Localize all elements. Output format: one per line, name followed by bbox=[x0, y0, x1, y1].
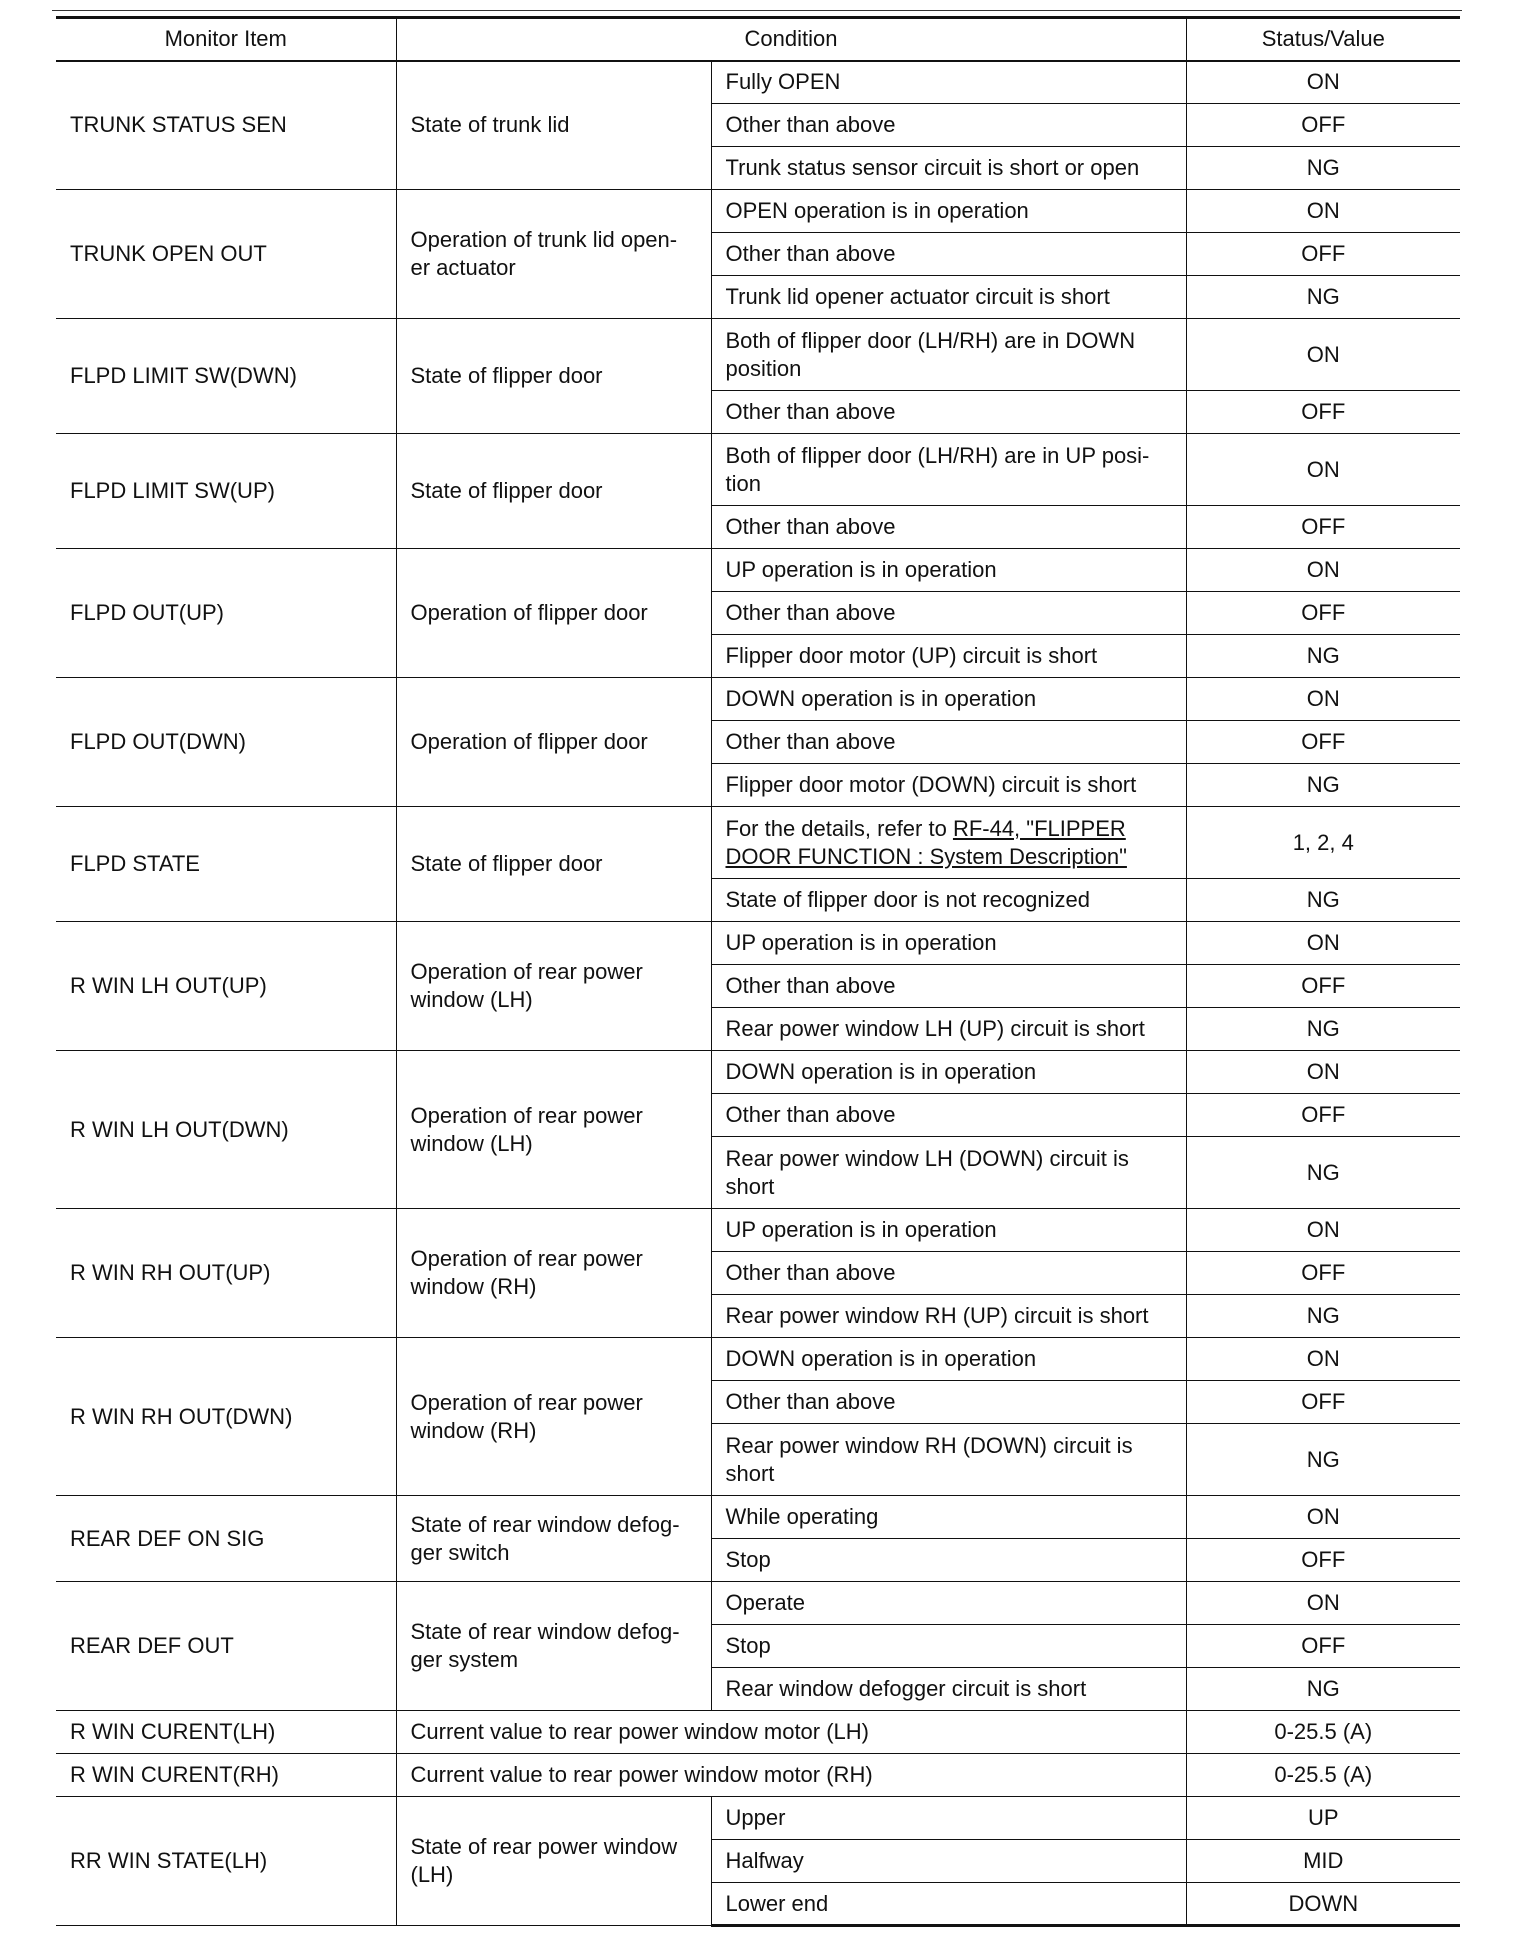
condition: State of flipper door bbox=[396, 434, 711, 549]
table-row bbox=[56, 319, 1460, 391]
condition-detail: Both of flipper door (LH/RH) are in DOWN position bbox=[711, 319, 1186, 391]
monitor-item: REAR DEF ON SIG bbox=[56, 1496, 396, 1582]
status-value: 0-25.5 (A) bbox=[1186, 1711, 1460, 1754]
table-row bbox=[56, 1711, 1460, 1754]
status-value: ON bbox=[1186, 1051, 1460, 1094]
status-value: OFF bbox=[1186, 1252, 1460, 1295]
status-value: 1, 2, 4 bbox=[1186, 807, 1460, 879]
status-value: NG bbox=[1186, 879, 1460, 922]
condition-detail: Rear power window LH (UP) circuit is short bbox=[711, 1008, 1186, 1051]
condition: State of rear window defog-ger switch bbox=[396, 1496, 711, 1582]
status-value: ON bbox=[1186, 1496, 1460, 1539]
reference-link[interactable]: RF-44, "FLIPPER DOOR FUNCTION : System Description" bbox=[725, 815, 1127, 869]
condition-detail: Upper bbox=[711, 1797, 1186, 1840]
condition: State of rear power window (LH) bbox=[396, 1797, 711, 1926]
reference-text: For the details, refer to bbox=[725, 815, 953, 841]
table-header-row bbox=[56, 18, 1460, 61]
header-status-value: Status/Value bbox=[1186, 18, 1460, 61]
condition-detail: Rear power window RH (UP) circuit is short bbox=[711, 1295, 1186, 1338]
table-row bbox=[56, 1582, 1460, 1625]
condition-detail: Other than above bbox=[711, 592, 1186, 635]
condition-detail: DOWN operation is in operation bbox=[711, 1338, 1186, 1381]
table-row bbox=[56, 434, 1460, 506]
condition: State of rear window defog-ger system bbox=[396, 1582, 711, 1711]
condition-detail: UP operation is in operation bbox=[711, 922, 1186, 965]
status-value: MID bbox=[1186, 1840, 1460, 1883]
condition-detail: While operating bbox=[711, 1496, 1186, 1539]
status-value: OFF bbox=[1186, 104, 1460, 147]
status-value: NG bbox=[1186, 1008, 1460, 1051]
status-value: NG bbox=[1186, 147, 1460, 190]
monitor-item: FLPD STATE bbox=[56, 807, 396, 922]
status-value: NG bbox=[1186, 1295, 1460, 1338]
condition-detail: Rear power window RH (DOWN) circuit is short bbox=[711, 1424, 1186, 1496]
monitor-item: R WIN CURENT(LH) bbox=[56, 1711, 396, 1754]
status-value: OFF bbox=[1186, 1625, 1460, 1668]
monitor-item: R WIN RH OUT(DWN) bbox=[56, 1338, 396, 1496]
monitor-item: FLPD LIMIT SW(DWN) bbox=[56, 319, 396, 434]
condition-detail: State of flipper door is not recognized bbox=[711, 879, 1186, 922]
condition-detail: Stop bbox=[711, 1539, 1186, 1582]
condition-detail: Both of flipper door (LH/RH) are in UP posi-tion bbox=[711, 434, 1186, 506]
condition-detail: Flipper door motor (UP) circuit is short bbox=[711, 635, 1186, 678]
condition: Current value to rear power window motor (LH) bbox=[396, 1711, 1186, 1754]
table-row bbox=[56, 549, 1460, 592]
condition-detail: Trunk status sensor circuit is short or open bbox=[711, 147, 1186, 190]
condition-detail: Other than above bbox=[711, 1252, 1186, 1295]
monitor-item: FLPD OUT(UP) bbox=[56, 549, 396, 678]
condition: Operation of rear power window (LH) bbox=[396, 1051, 711, 1209]
condition-detail: Other than above bbox=[711, 721, 1186, 764]
status-value: ON bbox=[1186, 319, 1460, 391]
condition-detail: Halfway bbox=[711, 1840, 1186, 1883]
status-value: ON bbox=[1186, 922, 1460, 965]
table-row bbox=[56, 807, 1460, 879]
monitor-item: R WIN CURENT(RH) bbox=[56, 1754, 396, 1797]
condition: Operation of flipper door bbox=[396, 549, 711, 678]
monitor-item: TRUNK OPEN OUT bbox=[56, 190, 396, 319]
monitor-item: TRUNK STATUS SEN bbox=[56, 61, 396, 190]
status-value: NG bbox=[1186, 1668, 1460, 1711]
status-value: DOWN bbox=[1186, 1883, 1460, 1926]
condition-detail bbox=[711, 807, 1186, 879]
table-row bbox=[56, 1209, 1460, 1252]
status-value: OFF bbox=[1186, 233, 1460, 276]
status-value: ON bbox=[1186, 1338, 1460, 1381]
condition: Operation of flipper door bbox=[396, 678, 711, 807]
condition-detail: Other than above bbox=[711, 233, 1186, 276]
condition: Operation of rear power window (RH) bbox=[396, 1209, 711, 1338]
status-value: OFF bbox=[1186, 1381, 1460, 1424]
table-row bbox=[56, 922, 1460, 965]
status-value: ON bbox=[1186, 1582, 1460, 1625]
condition-detail: OPEN operation is in operation bbox=[711, 190, 1186, 233]
status-value: OFF bbox=[1186, 391, 1460, 434]
table-row bbox=[56, 1051, 1460, 1094]
status-value: ON bbox=[1186, 678, 1460, 721]
condition-detail: Lower end bbox=[711, 1883, 1186, 1926]
monitor-item: R WIN LH OUT(DWN) bbox=[56, 1051, 396, 1209]
status-value: NG bbox=[1186, 635, 1460, 678]
condition-detail: Other than above bbox=[711, 1094, 1186, 1137]
condition-detail: Operate bbox=[711, 1582, 1186, 1625]
condition-detail: Other than above bbox=[711, 965, 1186, 1008]
condition-detail: Other than above bbox=[711, 1381, 1186, 1424]
status-value: OFF bbox=[1186, 721, 1460, 764]
condition-detail: UP operation is in operation bbox=[711, 1209, 1186, 1252]
status-value: OFF bbox=[1186, 965, 1460, 1008]
monitor-item: FLPD LIMIT SW(UP) bbox=[56, 434, 396, 549]
table-row bbox=[56, 1496, 1460, 1539]
monitor-item: FLPD OUT(DWN) bbox=[56, 678, 396, 807]
status-value: OFF bbox=[1186, 1094, 1460, 1137]
status-value: OFF bbox=[1186, 1539, 1460, 1582]
header-condition: Condition bbox=[396, 18, 1186, 61]
condition: State of flipper door bbox=[396, 807, 711, 922]
status-value: OFF bbox=[1186, 506, 1460, 549]
condition: Current value to rear power window motor (RH) bbox=[396, 1754, 1186, 1797]
monitor-item: RR WIN STATE(LH) bbox=[56, 1797, 396, 1926]
condition: State of flipper door bbox=[396, 319, 711, 434]
status-value: UP bbox=[1186, 1797, 1460, 1840]
table-row bbox=[56, 61, 1460, 104]
condition-detail: DOWN operation is in operation bbox=[711, 678, 1186, 721]
status-value: ON bbox=[1186, 434, 1460, 506]
condition-detail: DOWN operation is in operation bbox=[711, 1051, 1186, 1094]
condition: Operation of rear power window (LH) bbox=[396, 922, 711, 1051]
condition-detail: Rear power window LH (DOWN) circuit is short bbox=[711, 1137, 1186, 1209]
condition-detail: Trunk lid opener actuator circuit is short bbox=[711, 276, 1186, 319]
status-value: ON bbox=[1186, 549, 1460, 592]
condition-detail: Other than above bbox=[711, 506, 1186, 549]
monitor-table bbox=[56, 16, 1460, 1927]
status-value: NG bbox=[1186, 1137, 1460, 1209]
condition-detail: Flipper door motor (DOWN) circuit is short bbox=[711, 764, 1186, 807]
condition-detail: Rear window defogger circuit is short bbox=[711, 1668, 1186, 1711]
status-value: ON bbox=[1186, 61, 1460, 104]
monitor-item: R WIN LH OUT(UP) bbox=[56, 922, 396, 1051]
monitor-item: REAR DEF OUT bbox=[56, 1582, 396, 1711]
table-row bbox=[56, 190, 1460, 233]
status-value: OFF bbox=[1186, 592, 1460, 635]
header-monitor-item: Monitor Item bbox=[56, 18, 396, 61]
condition-detail: Fully OPEN bbox=[711, 61, 1186, 104]
table-row bbox=[56, 1338, 1460, 1381]
condition: State of trunk lid bbox=[396, 61, 711, 190]
condition: Operation of rear power window (RH) bbox=[396, 1338, 711, 1496]
status-value: NG bbox=[1186, 764, 1460, 807]
status-value: ON bbox=[1186, 1209, 1460, 1252]
table-row bbox=[56, 1797, 1460, 1840]
condition-detail: Other than above bbox=[711, 104, 1186, 147]
status-value: 0-25.5 (A) bbox=[1186, 1754, 1460, 1797]
condition-detail: Stop bbox=[711, 1625, 1186, 1668]
monitor-item: R WIN RH OUT(UP) bbox=[56, 1209, 396, 1338]
condition-detail: Other than above bbox=[711, 391, 1186, 434]
table-row bbox=[56, 1754, 1460, 1797]
status-value: ON bbox=[1186, 190, 1460, 233]
status-value: NG bbox=[1186, 1424, 1460, 1496]
table-row bbox=[56, 678, 1460, 721]
document-page bbox=[56, 10, 1460, 1927]
condition-detail: UP operation is in operation bbox=[711, 549, 1186, 592]
status-value: NG bbox=[1186, 276, 1460, 319]
condition: Operation of trunk lid open-er actuator bbox=[396, 190, 711, 319]
